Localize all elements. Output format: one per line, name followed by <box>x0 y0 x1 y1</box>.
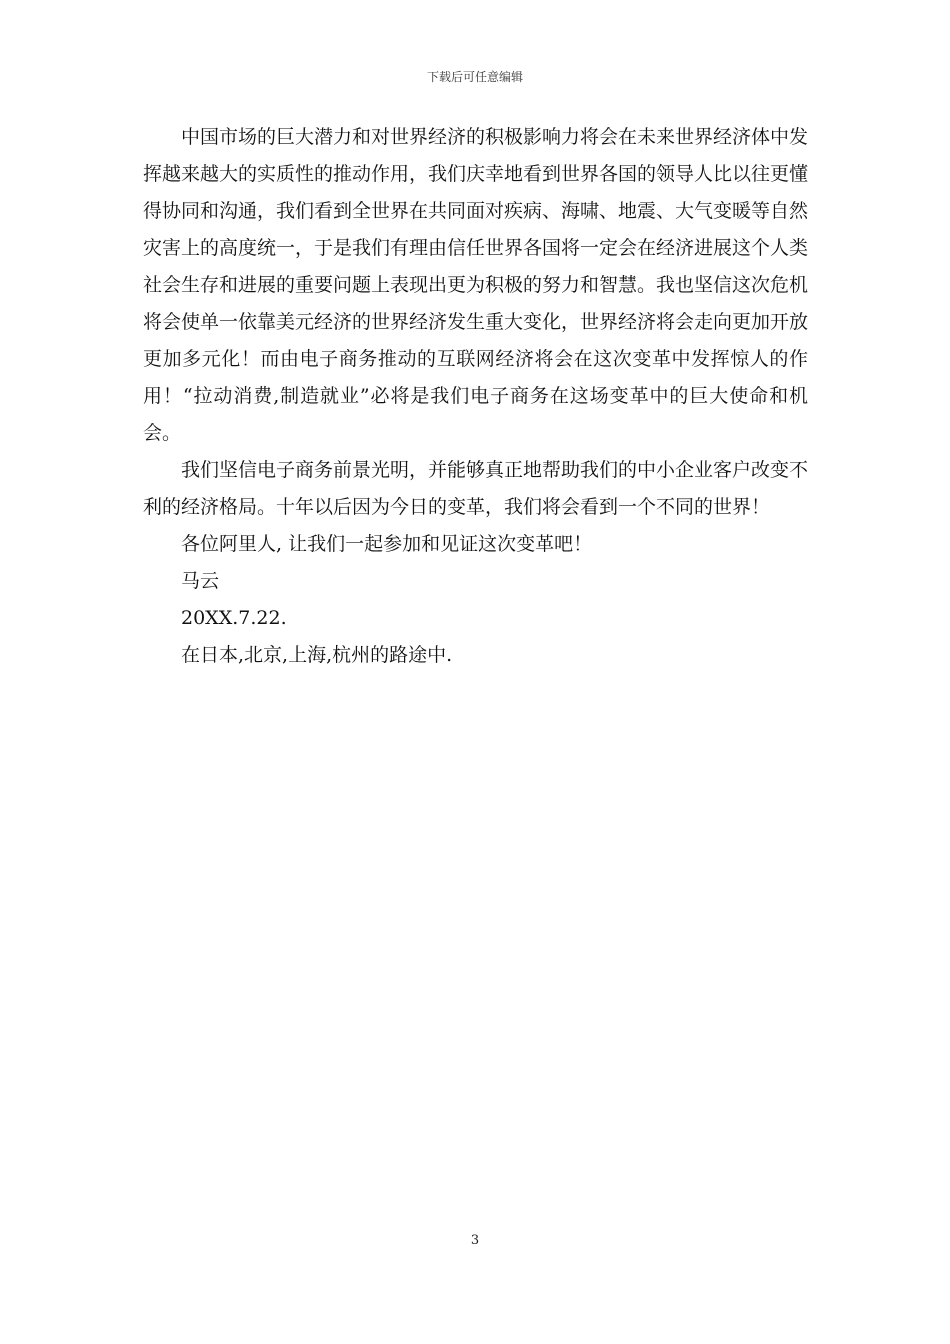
page-header: 下载后可任意编辑 <box>426 70 523 84</box>
paragraph-future: 我们坚信电子商务前景光明，并能够真正地帮助我们的中小企业客户改变不利的经济格局。十年以后因为今日的变革，我们将会看到一个不同的世界！ <box>143 459 809 518</box>
letter-body <box>143 119 808 674</box>
paragraph-economy: 中国市场的巨大潜力和对世界经济的积极影响力将会在未来世界经济体中发挥越来越大的实质性的推动作用，我们庆幸地看到世界各国的领导人比以往更懂得协同和沟通，我们看到全世界在共同面对疾病、海啸、地震、大气变暖等自然灾害上的高度统一，于是我们有理由信任世界各国将一定会在经济进展这个人类社会生存和进展的重要问题上表现出更为积极的努力和智慧。我也坚信这次危机将会使单一依靠美元经济的世界经济发生重大变化，世界经济将会走向更加开放更加多元化！而由电子商务推动的互联网经济将会在这次变革中发挥惊人的作用！“拉动消费,制造就业”必将是我们电子商务在这场变革中的巨大使命和机会。 <box>143 126 809 444</box>
closing-line: 各位阿里人, 让我们一起参加和见证这次变革吧！ <box>181 533 593 555</box>
letter-location: 在日本,北京,上海,杭州的路途中. <box>181 644 453 666</box>
page-number: 3 <box>470 1233 480 1248</box>
signature: 马云 <box>181 570 220 592</box>
letter-date: 20XX.7.22. <box>181 607 287 629</box>
